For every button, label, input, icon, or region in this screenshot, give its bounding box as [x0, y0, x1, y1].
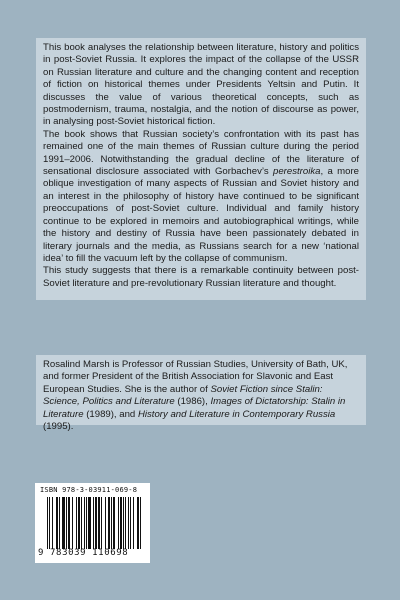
book-title-1: Soviet Fiction since Stalin: Science, Politics and Literature [43, 383, 323, 408]
barcode-bar [130, 497, 131, 549]
barcode-bar [59, 497, 60, 549]
barcode-bar [113, 497, 115, 549]
blurb-paragraph-2 [43, 129, 359, 265]
ean-digits: 9 783039 110698 [38, 548, 129, 558]
blurb-paragraph-2-text-a: The book shows that Russian society’s confrontation with its past has remained one of the main themes of Russian culture during the period 1991–2006. Notwithstanding the gradual decline of the literature of sensational disclosure associated with Gorbachev’s [43, 128, 359, 178]
isbn-barcode [35, 483, 150, 563]
blurb-paragraph-2-text-b: , a more oblique investigation of many aspects of Russian and Soviet history and an interest in the philosophy of history have continued to be significant preoccupations of post-Soviet culture. Individual and family history continue to be explored in memoirs and autobiographical writings, while the history and destiny of Russia have been passionately debated in literary journals and the media, as Russians search for a new ‘national idea’ to fill the vacuum left by the collapse of communism. [43, 166, 359, 264]
bio-text-2: (1986), [174, 396, 211, 408]
barcode-bar [78, 497, 80, 549]
barcode-bars [47, 497, 143, 549]
barcode-bar [95, 497, 97, 549]
barcode-bar [101, 497, 102, 549]
barcode-bar [49, 497, 50, 549]
barcode-bar [47, 497, 48, 549]
isbn-number: ISBN 978-3-03911-069-8 [40, 486, 138, 494]
barcode-bar [118, 497, 119, 549]
book-title-3: History and Literature in Contemporary Russia [137, 408, 336, 420]
book-title-2: Images of Dictatorship: Stalin in Literature [43, 396, 346, 420]
barcode-bar [123, 497, 124, 549]
barcode-bar [133, 497, 134, 549]
barcode-bar [66, 497, 67, 549]
author-bio [43, 359, 359, 433]
barcode-bar [68, 497, 70, 549]
barcode-bar [120, 497, 122, 549]
barcode-bar [137, 497, 139, 549]
barcode-bar [72, 497, 73, 549]
barcode-bar [81, 497, 82, 549]
blurb-paragraph-3: This study suggests that there is a remarkable continuity between post-Soviet literature and pre-revolutionary Russian literature and thought. [43, 265, 359, 289]
barcode-bar [108, 497, 110, 549]
barcode-bar [111, 497, 112, 549]
barcode-bar [88, 497, 91, 549]
bio-text-3: (1989), and [83, 408, 138, 420]
barcode-bar [105, 497, 106, 549]
barcode-bar [52, 497, 53, 549]
barcode-bar [93, 497, 94, 549]
barcode-bar [76, 497, 77, 549]
barcode-bar [128, 497, 129, 549]
perestroika-term: perestroika [273, 166, 321, 178]
barcode-bar [62, 497, 65, 549]
blurb-paragraph-1: This book analyses the relationship between literature, history and politics in post-Soviet Russia. It explores the impact of the collapse of the USSR on Russian literature and culture and the changing content and reception of fiction on historical themes under Presidents Yeltsin and Putin. It discusses the value of various theoretical concepts, such as postmodernism, trauma, nostalgia, and the notion of discourse as power, in analysing post-Soviet historical fiction. [43, 42, 359, 128]
author-bio-panel [36, 355, 366, 433]
barcode-bar [56, 497, 58, 549]
barcode-bar [98, 497, 100, 549]
bio-text-4: (1995). [43, 421, 74, 433]
blurb-panel [36, 38, 366, 300]
barcode-bar [140, 497, 141, 549]
barcode-bar [86, 497, 87, 549]
barcode-bar [84, 497, 85, 549]
barcode-bar [125, 497, 126, 549]
bio-text-1: Rosalind Marsh is Professor of Russian Studies, University of Bath, UK, and former President of the British Association for Slavonic and East European Studies. She is the author of [43, 359, 348, 395]
